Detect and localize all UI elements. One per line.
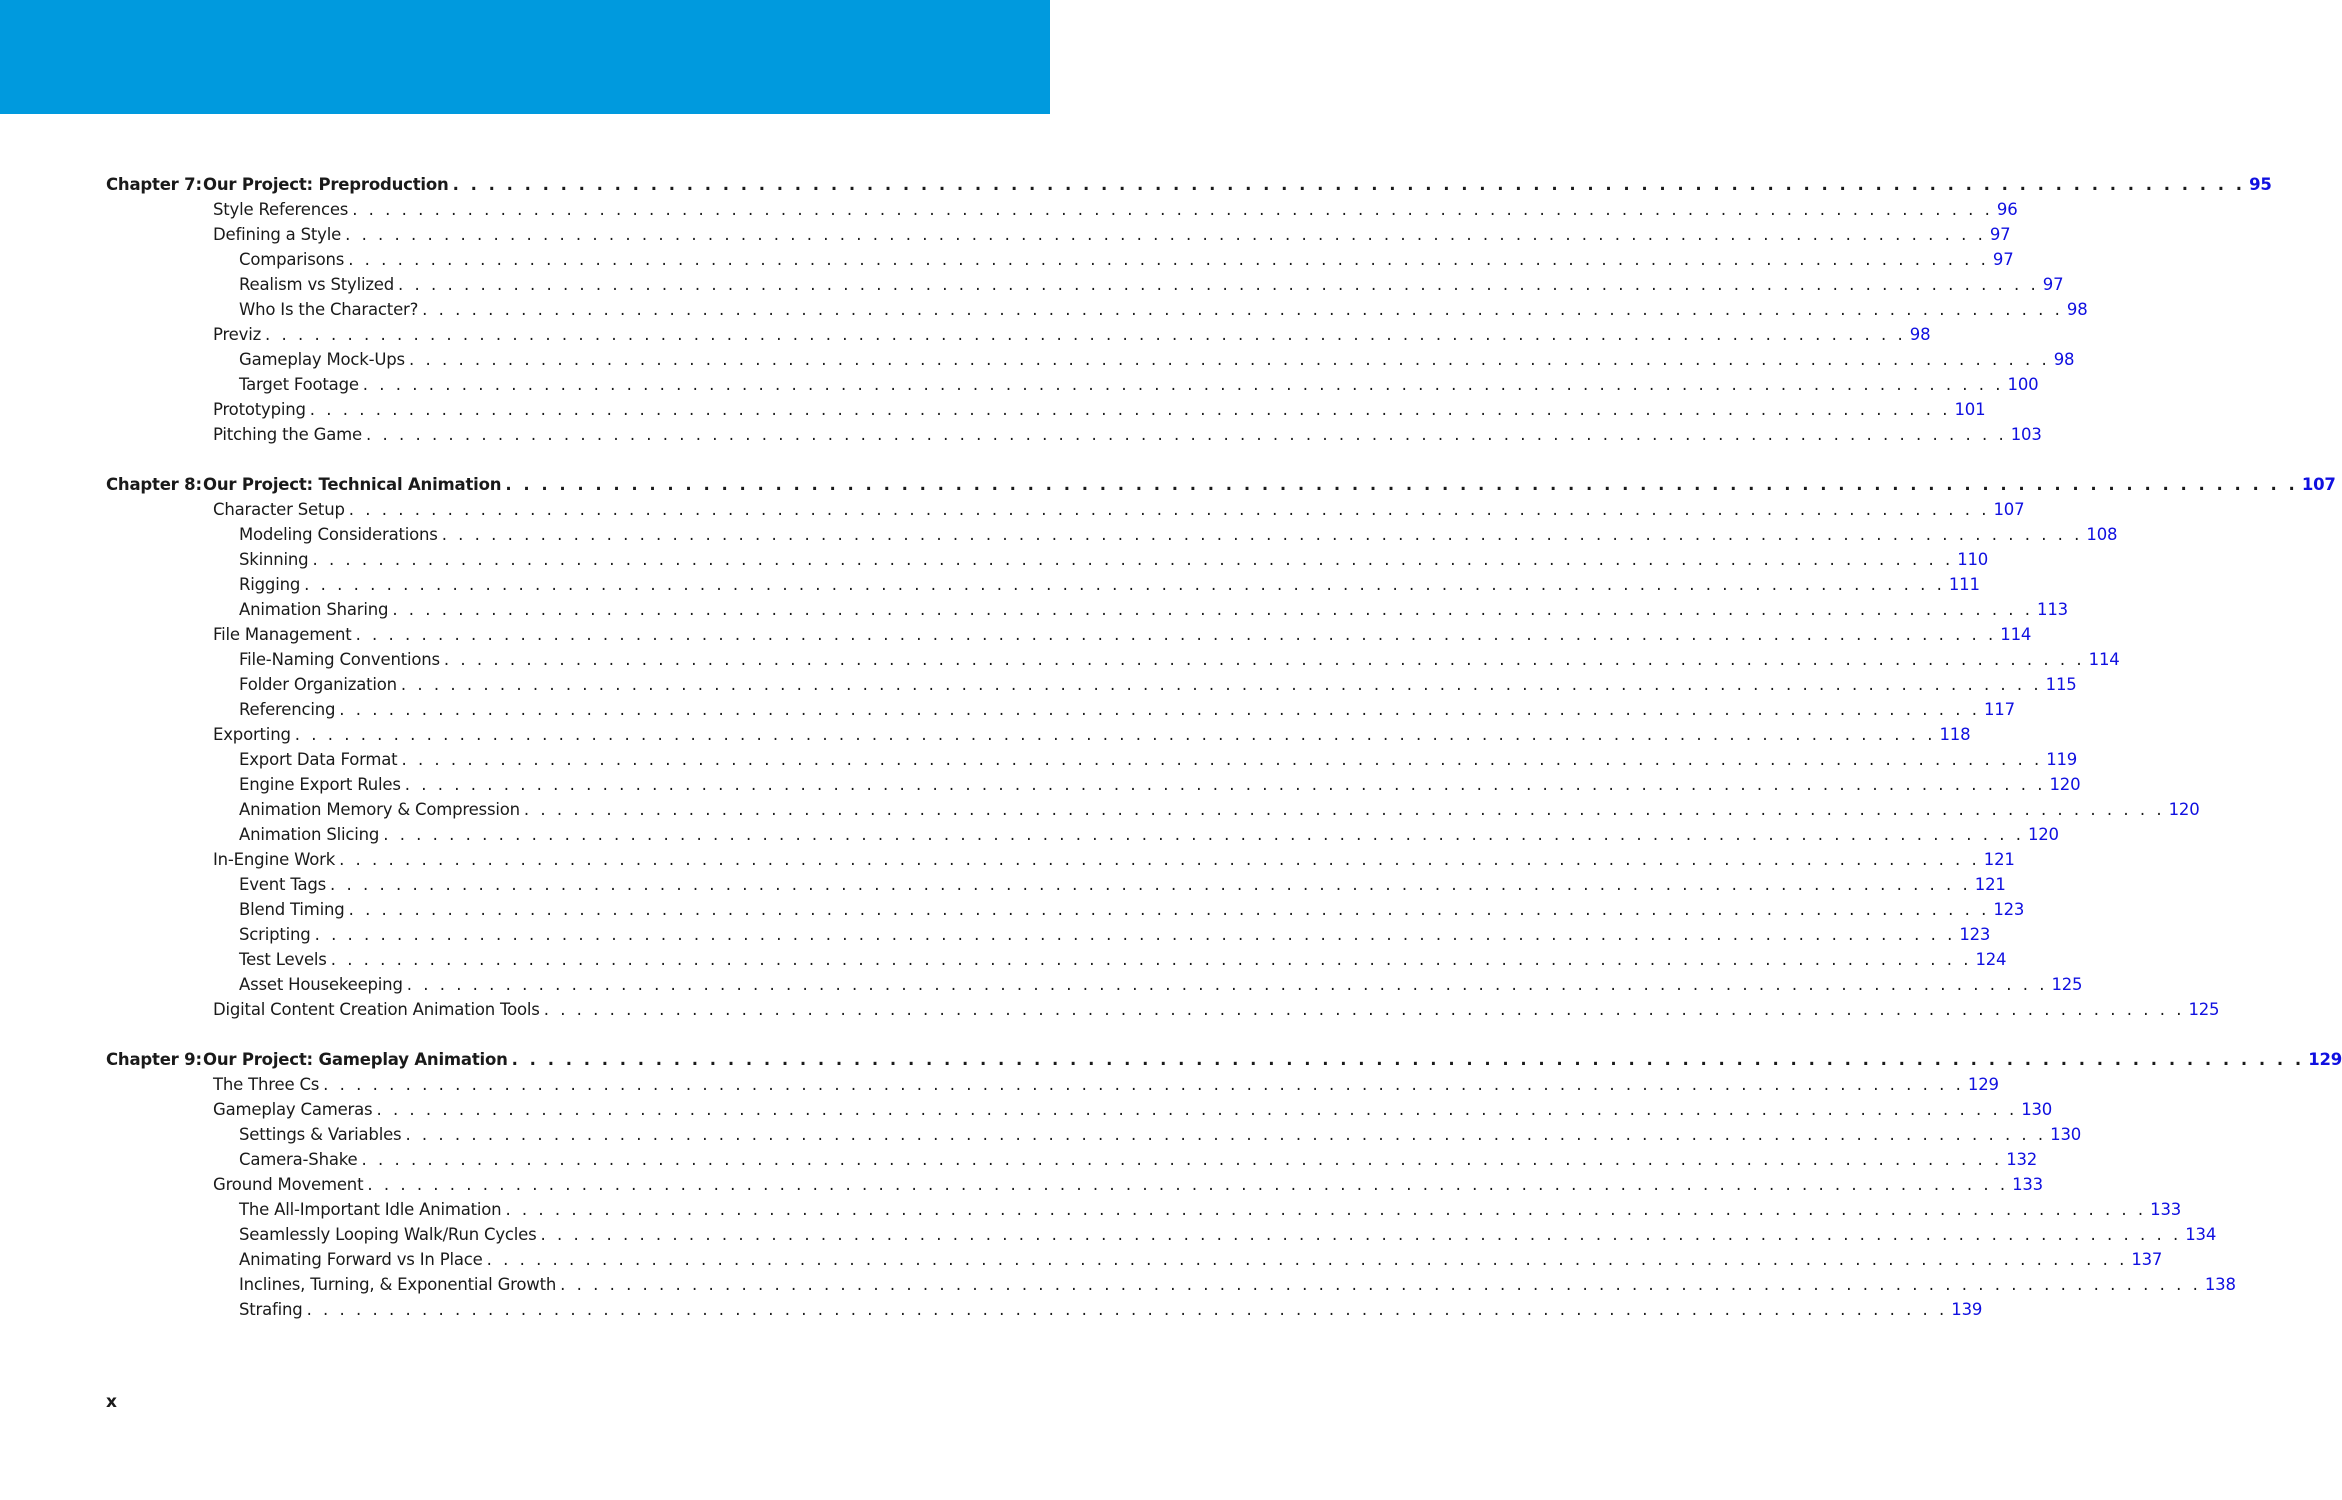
entry-page-number[interactable]: 134 [2185, 1225, 2217, 1244]
chapter-title: Our Project: Gameplay Animation [203, 1050, 508, 1069]
leader-dots: . . . . . . . . . . . . . . . . . . . . . . . . . . . . . . . . . . . . . . . . . . . . . . . . . . . . . . . . . . . . . . . . . . . . . . . . . . . . . . . . . . . . . . . . . . . . . . . . . . . . [309, 400, 1951, 419]
chapter-title: Our Project: Technical Animation [203, 475, 502, 494]
leader-dots: . . . . . . . . . . . . . . . . . . . . . . . . . . . . . . . . . . . . . . . . . . . . . . . . . . . . . . . . . . . . . . . . . . . . . . . . . . . . . . . . . . . . . . . . . . . . . . . . . . . . [543, 1000, 2185, 1019]
entry-title: Realism vs Stylized [239, 275, 395, 294]
table-of-contents [106, 172, 2342, 1322]
entry-page-number[interactable]: 113 [2037, 600, 2068, 619]
entry-page-number[interactable]: 133 [2012, 1175, 2043, 1194]
entry-page-number[interactable]: 118 [1939, 725, 1971, 744]
entry-title: Animation Slicing [239, 825, 380, 844]
toc-subsection[interactable] [106, 372, 2039, 397]
leader-dots: . . . . . . . . . . . . . . . . . . . . . . . . . . . . . . . . . . . . . . . . . . . . . . . . . . . . . . . . . . . . . . . . . . . . . . . . . . . . . . . . . . . . . . . . . . . . . . . . . . . . [362, 375, 2004, 394]
chapter-label [106, 1050, 508, 1069]
entry-title: Ground Movement [213, 1175, 364, 1194]
entry-page-number[interactable]: 115 [2045, 675, 2077, 694]
chapter-title: Our Project: Preproduction [203, 175, 449, 194]
toc-section[interactable] [106, 197, 2018, 222]
toc-subsection[interactable] [106, 1247, 2163, 1272]
entry-title: Camera-Shake [239, 1150, 358, 1169]
entry-page-number[interactable]: 119 [2046, 750, 2078, 769]
toc-subsection[interactable] [106, 872, 2006, 897]
leader-dots: . . . . . . . . . . . . . . . . . . . . . . . . . . . . . . . . . . . . . . . . . . . . . . . . . . . . . . . . . . . . . . . . . . . . . . . . . . . . . . . . . . . . . . . . . . . . . . . . . . . . [367, 1175, 2009, 1194]
entry-page-number[interactable]: 108 [2086, 525, 2118, 544]
leader-dots: . . . . . . . . . . . . . . . . . . . . . . . . . . . . . . . . . . . . . . . . . . . . . . . . . . . . . . . . . . . . . . . . . . . . . . . . . . . . . . . . . . . . . . . . . . . . . . . . . . . . [306, 1300, 1948, 1319]
toc-subsection[interactable] [106, 1297, 1983, 1322]
leader-dots: . . . . . . . . . . . . . . . . . . . . . . . . . . . . . . . . . . . . . . . . . . . . . . . . . . . . . . . . . . . . . . . . . . . . . . . . . . . . . . . . . . . . . . . . . . . . . . . . . . . . [422, 300, 2063, 319]
entry-title: Prototyping [213, 400, 306, 419]
entry-page-number[interactable]: 111 [1948, 575, 1980, 594]
entry-title: Seamlessly Looping Walk/Run Cycles [239, 1225, 537, 1244]
toc-section[interactable] [106, 1097, 2053, 1122]
entry-title: File-Naming Conventions [239, 650, 440, 669]
leader-dots: . . . . . . . . . . . . . . . . . . . . . . . . . . . . . . . . . . . . . . . . . . . . . . . . . . . . . . . . . . . . . . . . . . . . . . . . . . . . . . . . . . . . . . . . . . . . . . . . . . . . [398, 275, 2039, 294]
leader-dots: . . . . . . . . . . . . . . . . . . . . . . . . . . . . . . . . . . . . . . . . . . . . . . . . . . . . . . . . . . . . . . . . . . . . . . . . . . . . . . . . . . . . . . . . . . . . . . . . . . . . [355, 625, 1997, 644]
entry-page-number[interactable]: 114 [2088, 650, 2120, 669]
leader-dots: . . . . . . . . . . . . . . . . . . . . . . . . . . . . . . . . . . . . . . . . . . . . . . . . . . . . . . . . . . . . . . . . . . . . . . . . . . . . . . . . . . . . . . . . . . . . . . . . . . . . [404, 775, 2046, 794]
toc-subsection[interactable] [106, 1222, 2217, 1247]
leader-dots: . . . . . . . . . . . . . . . . . . . . . . . . . . . . . . . . . . . . . . . . . . . . . . . . . . . . . . . . . . . . . . . . . . . . . . . . . . . . . . . . . . . . . . . . . . . . . . . . . . . . [505, 475, 2298, 494]
entry-title: Gameplay Mock-Ups [239, 350, 405, 369]
entry-title: Referencing [239, 700, 336, 719]
entry-page-number[interactable]: 130 [2021, 1100, 2053, 1119]
entry-title: Event Tags [239, 875, 327, 894]
entry-title: Inclines, Turning, & Exponential Growth [239, 1275, 557, 1294]
chapter-heading[interactable] [106, 472, 2336, 497]
leader-dots: . . . . . . . . . . . . . . . . . . . . . . . . . . . . . . . . . . . . . . . . . . . . . . . . . . . . . . . . . . . . . . . . . . . . . . . . . . . . . . . . . . . . . . . . . . . . . . . . . . . . [323, 1075, 1964, 1094]
toc-subsection[interactable] [106, 597, 2068, 622]
toc-section[interactable] [106, 997, 2220, 1022]
leader-dots: . . . . . . . . . . . . . . . . . . . . . . . . . . . . . . . . . . . . . . . . . . . . . . . . . . . . . . . . . . . . . . . . . . . . . . . . . . . . . . . . . . . . . . . . . . . . . . . . . . . . [330, 950, 1972, 969]
entry-page-number[interactable]: 133 [2150, 1200, 2182, 1219]
entry-page-number[interactable]: 123 [1993, 900, 2025, 919]
entry-title: Digital Content Creation Animation Tools [213, 1000, 540, 1019]
leader-dots: . . . . . . . . . . . . . . . . . . . . . . . . . . . . . . . . . . . . . . . . . . . . . . . . . . . . . . . . . . . . . . . . . . . . . . . . . . . . . . . . . . . . . . . . . . . . . . . . . . . . [400, 675, 2042, 694]
entry-page-number[interactable]: 98 [2066, 300, 2088, 319]
leader-dots: . . . . . . . . . . . . . . . . . . . . . . . . . . . . . . . . . . . . . . . . . . . . . . . . . . . . . . . . . . . . . . . . . . . . . . . . . . . . . . . . . . . . . . . . . . . . . . . . . . . . [383, 825, 2024, 844]
toc-subsection[interactable] [106, 1272, 2236, 1297]
entry-title: Gameplay Cameras [213, 1100, 373, 1119]
entry-page-number[interactable]: 138 [2204, 1275, 2236, 1294]
entry-page-number[interactable]: 121 [1983, 850, 2015, 869]
leader-dots: . . . . . . . . . . . . . . . . . . . . . . . . . . . . . . . . . . . . . . . . . . . . . . . . . . . . . . . . . . . . . . . . . . . . . . . . . . . . . . . . . . . . . . . . . . . . . . . . . . . . [540, 1225, 2182, 1244]
leader-dots: . . . . . . . . . . . . . . . . . . . . . . . . . . . . . . . . . . . . . . . . . . . . . . . . . . . . . . . . . . . . . . . . . . . . . . . . . . . . . . . . . . . . . . . . . . . . . . . . . . . . [348, 900, 1990, 919]
entry-page-number[interactable]: 98 [2053, 350, 2075, 369]
entry-title: Rigging [239, 575, 301, 594]
toc-subsection[interactable] [106, 922, 1991, 947]
entry-title: Folder Organization [239, 675, 397, 694]
entry-page-number[interactable]: 97 [2042, 275, 2064, 294]
leader-dots: . . . . . . . . . . . . . . . . . . . . . . . . . . . . . . . . . . . . . . . . . . . . . . . . . . . . . . . . . . . . . . . . . . . . . . . . . . . . . . . . . . . . . . . . . . . . . . . . . . . . [560, 1275, 2201, 1294]
leader-dots: . . . . . . . . . . . . . . . . . . . . . . . . . . . . . . . . . . . . . . . . . . . . . . . . . . . . . . . . . . . . . . . . . . . . . . . . . . . . . . . . . . . . . . . . . . . . . . . . . . . . [511, 1050, 2305, 1069]
toc-section[interactable] [106, 497, 2025, 522]
entry-title: Settings & Variables [239, 1125, 402, 1144]
leader-dots: . . . . . . . . . . . . . . . . . . . . . . . . . . . . . . . . . . . . . . . . . . . . . . . . . . . . . . . . . . . . . . . . . . . . . . . . . . . . . . . . . . . . . . . . . . . . . . . . . . . . [505, 1200, 2147, 1219]
entry-title: Scripting [239, 925, 311, 944]
chapter-number: Chapter 8: [106, 475, 202, 494]
entry-title: The Three Cs [213, 1075, 320, 1094]
entry-title: Character Setup [213, 500, 345, 519]
entry-page-number[interactable]: 124 [1975, 950, 2007, 969]
entry-page-number[interactable]: 130 [2050, 1125, 2082, 1144]
leader-dots: . . . . . . . . . . . . . . . . . . . . . . . . . . . . . . . . . . . . . . . . . . . . . . . . . . . . . . . . . . . . . . . . . . . . . . . . . . . . . . . . . . . . . . . . . . . . . . . . . . . . [339, 850, 1980, 869]
toc-subsection[interactable] [106, 297, 2088, 322]
page-folio: x [106, 1392, 117, 1412]
entry-title: Previz [213, 325, 262, 344]
entry-title: Test Levels [239, 950, 327, 969]
toc-section[interactable] [106, 322, 1931, 347]
entry-page-number[interactable]: 139 [1951, 1300, 1983, 1319]
leader-dots: . . . . . . . . . . . . . . . . . . . . . . . . . . . . . . . . . . . . . . . . . . . . . . . . . . . . . . . . . . . . . . . . . . . . . . . . . . . . . . . . . . . . . . . . . . . . . . . . . . . . [401, 750, 2043, 769]
entry-title: Who Is the Character? [239, 300, 419, 319]
toc-section[interactable] [106, 1172, 2043, 1197]
toc-subsection[interactable] [106, 1197, 2182, 1222]
entry-title: Defining a Style [213, 225, 342, 244]
leader-dots: . . . . . . . . . . . . . . . . . . . . . . . . . . . . . . . . . . . . . . . . . . . . . . . . . . . . . . . . . . . . . . . . . . . . . . . . . . . . . . . . . . . . . . . . . . . . . . . . . . . . [405, 1125, 2047, 1144]
entry-page-number[interactable]: 120 [2168, 800, 2200, 819]
entry-page-number[interactable]: 117 [1984, 700, 2015, 719]
leader-dots: . . . . . . . . . . . . . . . . . . . . . . . . . . . . . . . . . . . . . . . . . . . . . . . . . . . . . . . . . . . . . . . . . . . . . . . . . . . . . . . . . . . . . . . . . . . . . . . . . . . . [312, 550, 1954, 569]
leader-dots: . . . . . . . . . . . . . . . . . . . . . . . . . . . . . . . . . . . . . . . . . . . . . . . . . . . . . . . . . . . . . . . . . . . . . . . . . . . . . . . . . . . . . . . . . . . . . . . . . . . . [376, 1100, 2018, 1119]
entry-title: Animation Sharing [239, 600, 389, 619]
entry-title: Strafing [239, 1300, 303, 1319]
entry-page-number[interactable]: 123 [1959, 925, 1991, 944]
toc-section[interactable] [106, 222, 2011, 247]
toc-subsection[interactable] [106, 572, 1980, 597]
toc-subsection[interactable] [106, 822, 2059, 847]
entry-title: In-Engine Work [213, 850, 336, 869]
toc-subsection[interactable] [106, 1122, 2082, 1147]
leader-dots: . . . . . . . . . . . . . . . . . . . . . . . . . . . . . . . . . . . . . . . . . . . . . . . . . . . . . . . . . . . . . . . . . . . . . . . . . . . . . . . . . . . . . . . . . . . . . . . . . . . . [523, 800, 2165, 819]
chapter-page-number[interactable]: 107 [2301, 475, 2336, 494]
toc-subsection[interactable] [106, 672, 2077, 697]
leader-dots: . . . . . . . . . . . . . . . . . . . . . . . . . . . . . . . . . . . . . . . . . . . . . . . . . . . . . . . . . . . . . . . . . . . . . . . . . . . . . . . . . . . . . . . . . . . . . . . . . . . . [441, 525, 2083, 544]
entry-page-number[interactable]: 107 [1993, 500, 2025, 519]
toc-subsection[interactable] [106, 1147, 2038, 1172]
entry-title: Modeling Considerations [239, 525, 438, 544]
entry-page-number[interactable]: 132 [2006, 1150, 2038, 1169]
toc-section[interactable] [106, 422, 2042, 447]
entry-page-number[interactable]: 103 [2010, 425, 2042, 444]
entry-title: Style References [213, 200, 349, 219]
leader-dots: . . . . . . . . . . . . . . . . . . . . . . . . . . . . . . . . . . . . . . . . . . . . . . . . . . . . . . . . . . . . . . . . . . . . . . . . . . . . . . . . . . . . . . . . . . . . . . . . . . . . [330, 875, 1971, 894]
entry-page-number[interactable]: 129 [1967, 1075, 1999, 1094]
entry-page-number[interactable]: 120 [2049, 775, 2081, 794]
leader-dots: . . . . . . . . . . . . . . . . . . . . . . . . . . . . . . . . . . . . . . . . . . . . . . . . . . . . . . . . . . . . . . . . . . . . . . . . . . . . . . . . . . . . . . . . . . . . . . . . . . . . [365, 425, 2007, 444]
toc-subsection[interactable] [106, 797, 2200, 822]
chapter-number: Chapter 7: [106, 175, 202, 194]
toc-section[interactable] [106, 722, 1971, 747]
toc-subsection[interactable] [106, 897, 2025, 922]
entry-title: Export Data Format [239, 750, 398, 769]
toc-subsection[interactable] [106, 972, 2083, 997]
toc-section[interactable] [106, 622, 2032, 647]
leader-dots: . . . . . . . . . . . . . . . . . . . . . . . . . . . . . . . . . . . . . . . . . . . . . . . . . . . . . . . . . . . . . . . . . . . . . . . . . . . . . . . . . . . . . . . . . . . . . . . . . . . . [352, 200, 1993, 219]
entry-title: Pitching the Game [213, 425, 362, 444]
leader-dots: . . . . . . . . . . . . . . . . . . . . . . . . . . . . . . . . . . . . . . . . . . . . . . . . . . . . . . . . . . . . . . . . . . . . . . . . . . . . . . . . . . . . . . . . . . . . . . . . . . . . [265, 325, 1906, 344]
toc-subsection[interactable] [106, 697, 2015, 722]
chapter-page-number[interactable]: 129 [2308, 1050, 2342, 1069]
header-band [0, 0, 1050, 114]
leader-dots: . . . . . . . . . . . . . . . . . . . . . . . . . . . . . . . . . . . . . . . . . . . . . . . . . . . . . . . . . . . . . . . . . . . . . . . . . . . . . . . . . . . . . . . . . . . . . . . . . . . . [314, 925, 1956, 944]
toc-subsection[interactable] [106, 547, 1989, 572]
leader-dots: . . . . . . . . . . . . . . . . . . . . . . . . . . . . . . . . . . . . . . . . . . . . . . . . . . . . . . . . . . . . . . . . . . . . . . . . . . . . . . . . . . . . . . . . . . . . . . . . . . . . [392, 600, 2034, 619]
entry-page-number[interactable]: 114 [2000, 625, 2032, 644]
entry-title: Exporting [213, 725, 291, 744]
entry-page-number[interactable]: 97 [1989, 225, 2011, 244]
entry-page-number[interactable]: 98 [1909, 325, 1931, 344]
leader-dots: . . . . . . . . . . . . . . . . . . . . . . . . . . . . . . . . . . . . . . . . . . . . . . . . . . . . . . . . . . . . . . . . . . . . . . . . . . . . . . . . . . . . . . . . . . . . . . . . . . . . [345, 225, 1986, 244]
toc-subsection[interactable] [106, 247, 2014, 272]
leader-dots: . . . . . . . . . . . . . . . . . . . . . . . . . . . . . . . . . . . . . . . . . . . . . . . . . . . . . . . . . . . . . . . . . . . . . . . . . . . . . . . . . . . . . . . . . . . . . . . . . . . . [348, 250, 1989, 269]
entry-page-number[interactable]: 96 [1996, 200, 2018, 219]
entry-page-number[interactable]: 125 [2051, 975, 2083, 994]
chapter-heading[interactable] [106, 172, 2272, 197]
entry-title: File Management [213, 625, 352, 644]
leader-dots: . . . . . . . . . . . . . . . . . . . . . . . . . . . . . . . . . . . . . . . . . . . . . . . . . . . . . . . . . . . . . . . . . . . . . . . . . . . . . . . . . . . . . . . . . . . . . . . . . . . . [486, 1250, 2128, 1269]
entry-page-number[interactable]: 125 [2188, 1000, 2220, 1019]
leader-dots: . . . . . . . . . . . . . . . . . . . . . . . . . . . . . . . . . . . . . . . . . . . . . . . . . . . . . . . . . . . . . . . . . . . . . . . . . . . . . . . . . . . . . . . . . . . . . . . . . . . . [294, 725, 1936, 744]
entry-page-number[interactable]: 100 [2007, 375, 2039, 394]
entry-page-number[interactable]: 110 [1957, 550, 1989, 569]
chapter-number: Chapter 9: [106, 1050, 202, 1069]
entry-page-number[interactable]: 101 [1954, 400, 1986, 419]
toc-subsection[interactable] [106, 947, 2007, 972]
toc-section[interactable] [106, 1072, 1999, 1097]
leader-dots: . . . . . . . . . . . . . . . . . . . . . . . . . . . . . . . . . . . . . . . . . . . . . . . . . . . . . . . . . . . . . . . . . . . . . . . . . . . . . . . . . . . . . . . . . . . . . . . . . . . . [348, 500, 1990, 519]
entry-page-number[interactable]: 137 [2131, 1250, 2163, 1269]
entry-title: Blend Timing [239, 900, 345, 919]
chapter-page-number[interactable]: 95 [2249, 175, 2272, 194]
leader-dots: . . . . . . . . . . . . . . . . . . . . . . . . . . . . . . . . . . . . . . . . . . . . . . . . . . . . . . . . . . . . . . . . . . . . . . . . . . . . . . . . . . . . . . . . . . . . . . . . . . . . [339, 700, 1980, 719]
entry-title: Target Footage [239, 375, 359, 394]
leader-dots: . . . . . . . . . . . . . . . . . . . . . . . . . . . . . . . . . . . . . . . . . . . . . . . . . . . . . . . . . . . . . . . . . . . . . . . . . . . . . . . . . . . . . . . . . . . . . . . . . . . . [452, 175, 2246, 194]
toc-subsection[interactable] [106, 772, 2081, 797]
leader-dots: . . . . . . . . . . . . . . . . . . . . . . . . . . . . . . . . . . . . . . . . . . . . . . . . . . . . . . . . . . . . . . . . . . . . . . . . . . . . . . . . . . . . . . . . . . . . . . . . . . . . [408, 350, 2050, 369]
entry-page-number[interactable]: 121 [1974, 875, 2006, 894]
toc-subsection[interactable] [106, 747, 2078, 772]
toc-subsection[interactable] [106, 647, 2120, 672]
leader-dots: . . . . . . . . . . . . . . . . . . . . . . . . . . . . . . . . . . . . . . . . . . . . . . . . . . . . . . . . . . . . . . . . . . . . . . . . . . . . . . . . . . . . . . . . . . . . . . . . . . . . [304, 575, 1945, 594]
entry-title: Comparisons [239, 250, 345, 269]
toc-section[interactable] [106, 847, 2015, 872]
toc-section[interactable] [106, 397, 1986, 422]
entry-page-number[interactable]: 97 [1992, 250, 2014, 269]
entry-title: Animating Forward vs In Place [239, 1250, 483, 1269]
entry-title: The All-Important Idle Animation [239, 1200, 502, 1219]
leader-dots: . . . . . . . . . . . . . . . . . . . . . . . . . . . . . . . . . . . . . . . . . . . . . . . . . . . . . . . . . . . . . . . . . . . . . . . . . . . . . . . . . . . . . . . . . . . . . . . . . . . . [443, 650, 2085, 669]
toc-subsection[interactable] [106, 347, 2075, 372]
leader-dots: . . . . . . . . . . . . . . . . . . . . . . . . . . . . . . . . . . . . . . . . . . . . . . . . . . . . . . . . . . . . . . . . . . . . . . . . . . . . . . . . . . . . . . . . . . . . . . . . . . . . [361, 1150, 2003, 1169]
chapter-heading[interactable] [106, 1047, 2342, 1072]
entry-title: Asset Housekeeping [239, 975, 403, 994]
entry-title: Engine Export Rules [239, 775, 401, 794]
entry-title: Skinning [239, 550, 309, 569]
toc-subsection[interactable] [106, 522, 2118, 547]
leader-dots: . . . . . . . . . . . . . . . . . . . . . . . . . . . . . . . . . . . . . . . . . . . . . . . . . . . . . . . . . . . . . . . . . . . . . . . . . . . . . . . . . . . . . . . . . . . . . . . . . . . . [406, 975, 2048, 994]
chapter-label [106, 475, 501, 494]
entry-page-number[interactable]: 120 [2027, 825, 2059, 844]
chapter-label [106, 175, 449, 194]
entry-title: Animation Memory & Compression [239, 800, 520, 819]
toc-subsection[interactable] [106, 272, 2064, 297]
